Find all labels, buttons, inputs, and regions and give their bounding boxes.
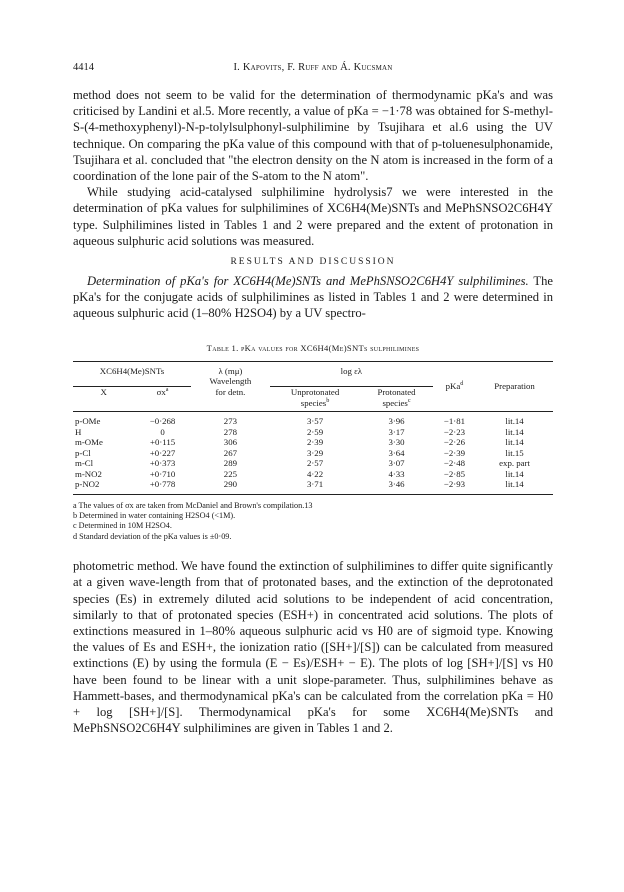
col-header-for-detn: for detn.	[215, 386, 246, 397]
cell-unprot: 2·39	[306, 437, 324, 448]
cell-unprot: 3·29	[306, 447, 324, 458]
paragraph-2: While studying acid-catalysed sulphilimine hydrolysis7 we were interested in the determination of pKa values for sulphilimines of XC6H4(Me)SNTs and MePhSNSO2C6H4Y type. Sulphilimines listed in Tables 1 and 2 were prepared and the extent of protonation in aqueous sulphuric acid solutions was measured.	[73, 185, 553, 248]
cell-prot: 3·17	[388, 426, 405, 437]
col-header-log-eps: log ελ	[340, 365, 363, 376]
cell-lambda: 267	[223, 447, 237, 458]
page	[73, 62, 553, 737]
cell-x: p-NO2	[75, 479, 100, 490]
cell-lambda: 273	[223, 416, 237, 427]
cell-prep: lit.15	[505, 447, 524, 458]
table-row	[73, 469, 553, 480]
cell-pka: −2·85	[443, 468, 466, 479]
cell-sigma: +0·778	[149, 479, 176, 490]
cell-unprot: 3·71	[306, 479, 324, 490]
cell-x: m-Cl	[75, 458, 94, 469]
col-header-preparation: Preparation	[494, 381, 535, 392]
footnote-b: b Determined in water containing H2SO4 (<1M).	[73, 511, 236, 521]
cell-sigma: 0	[160, 426, 165, 437]
cell-x: H	[75, 426, 82, 437]
paragraph-3	[73, 273, 553, 322]
data-table	[73, 361, 553, 495]
cell-prot: 3·46	[388, 479, 405, 490]
col-header-pka: pKa$^d$	[445, 381, 464, 392]
cell-prep: lit.14	[505, 468, 524, 479]
cell-pka: −1·81	[443, 416, 466, 427]
cell-unprot: 3·57	[306, 416, 324, 427]
paragraph-3-text: The pKa's for the conjugate acids of sulphilimines as listed in Tables 1 and 2 were determined in aqueous sulphuric acid (1–80% H2SO4) by a UV spectro-	[73, 274, 553, 321]
cell-x: p-Cl	[75, 447, 91, 458]
paragraph-1: method does not seem to be valid for the determination of thermodynamic pKa's and was criticised by Landini et al.5. More recently, a value of pKa = −1·78 was obtained for S-methyl-S-(4-methoxyphenyl)-N-p-tolylsulphonyl-sulphilimine by Tsujihara et al.6 using the UV technique. On comparing the pKa value of this compound with that of p-toluenesulphonamide, Tsujihara et al. concluded that "the electron density on the N atom is increased in the form of a coordination of the lone pair of the S-atom to the N atom".	[73, 88, 553, 184]
table-row	[73, 479, 553, 494]
footnote-d: d Standard deviation of the pKa values is ±0·09.	[73, 531, 232, 541]
cell-sigma: −0·268	[149, 416, 176, 427]
paragraph-3-lead: Determination of pKa's for XC6H4(Me)SNTs and MePhSNSO2C6H4Y sulphilimines.	[87, 274, 529, 289]
col-header-wavelength: Wavelength	[209, 376, 252, 387]
cell-lambda: 290	[223, 479, 237, 490]
page-number: 4414	[73, 62, 94, 73]
cell-x: m-NO2	[75, 468, 102, 479]
col-header-lambda: λ (mμ)	[218, 365, 243, 376]
cell-unprot: 4·22	[306, 468, 324, 479]
cell-pka: −2·39	[443, 447, 466, 458]
cell-prep: exp. part	[499, 458, 530, 469]
cell-sigma: +0·373	[149, 458, 176, 469]
cell-lambda: 225	[223, 468, 237, 479]
col-header-species-c: species$^c$	[382, 397, 411, 408]
cell-prot: 4·33	[388, 468, 405, 479]
cell-pka: −2·48	[443, 458, 466, 469]
cell-prep: lit.14	[505, 479, 524, 490]
cell-prep: lit.14	[505, 416, 524, 427]
table-row	[73, 448, 553, 459]
cell-prep: lit.14	[505, 437, 524, 448]
cell-sigma: +0·227	[149, 447, 176, 458]
cell-x: p-OMe	[75, 416, 101, 427]
col-header-x: X	[100, 387, 107, 398]
col-header-compound: XC6H4(Me)SNTs	[99, 365, 165, 376]
table-footnotes	[73, 501, 553, 543]
table-row	[73, 437, 553, 448]
paragraph-4: photometric method. We have found the extinction of sulphilimines to differ quite significantly at a given wave-length from that of protonated bases, and the extinction of the deprotonated species (Es) in extremely diluted acid solutions to be independent of acid concentration, similarly to that of protonated species (ESH+) in concentrated acid solutions. The plots of extinctions measured in 1–80% aqueous sulphuric acid vs H0 are of sigmoid type. Knowing the values of Es and ESH+, the ionization ratio ([SH+]/[S]) can be calculated from measured extinctions (E) by using the formula (E − Es)/ESH+ − E). The plots of log [SH+]/[S] vs H0 have been found to be linear with a unit slope-parameter. Thus, sulphilimines behave as Hammett-bases, and thermodynamical pKa's can be calculated from the correlation pKa = H0 + log [SH+]/[S]. Thermodynamical pKa's for some XC6H4(Me)SNTs and MePhSNSO2C6H4Y sulphilimines are given in Tables 1 and 2.	[73, 559, 553, 736]
col-header-unprotonated: Unprotonated	[290, 387, 340, 398]
cell-prot: 3·96	[388, 416, 405, 427]
footnote-a: a The values of σx are taken from McDaniel and Brown's compilation.13	[73, 500, 313, 510]
col-header-protonated: Protonated	[377, 387, 416, 398]
cell-pka: −2·23	[443, 426, 466, 437]
cell-unprot: 2·57	[306, 458, 324, 469]
col-header-species-b: species$^b$	[300, 397, 330, 408]
cell-pka: −2·93	[443, 479, 466, 490]
cell-prep: lit.14	[505, 426, 524, 437]
page-header	[73, 62, 553, 78]
cell-prot: 3·07	[388, 458, 405, 469]
cell-sigma: +0·115	[149, 437, 176, 448]
cell-sigma: +0·710	[149, 468, 176, 479]
table-row	[73, 458, 553, 469]
table-row	[73, 427, 553, 438]
table-row	[73, 412, 553, 427]
cell-unprot: 2·59	[306, 426, 324, 437]
cell-lambda: 306	[223, 437, 237, 448]
footnote-c: c Determined in 10M H2SO4.	[73, 521, 172, 531]
running-head: I. Kapovits, F. Ruff and Á. Kucsman	[233, 62, 393, 73]
section-heading: RESULTS AND DISCUSSION	[230, 257, 396, 268]
cell-pka: −2·26	[443, 437, 466, 448]
cell-x: m-OMe	[75, 437, 103, 448]
cell-prot: 3·64	[388, 447, 405, 458]
cell-prot: 3·30	[388, 437, 405, 448]
table-caption: Table 1. pKa values for XC6H4(Me)SNTs sulphilimines	[206, 342, 420, 353]
cell-lambda: 278	[223, 426, 237, 437]
cell-lambda: 289	[223, 458, 237, 469]
col-header-sigma: $\sigma x^a$	[156, 387, 169, 398]
